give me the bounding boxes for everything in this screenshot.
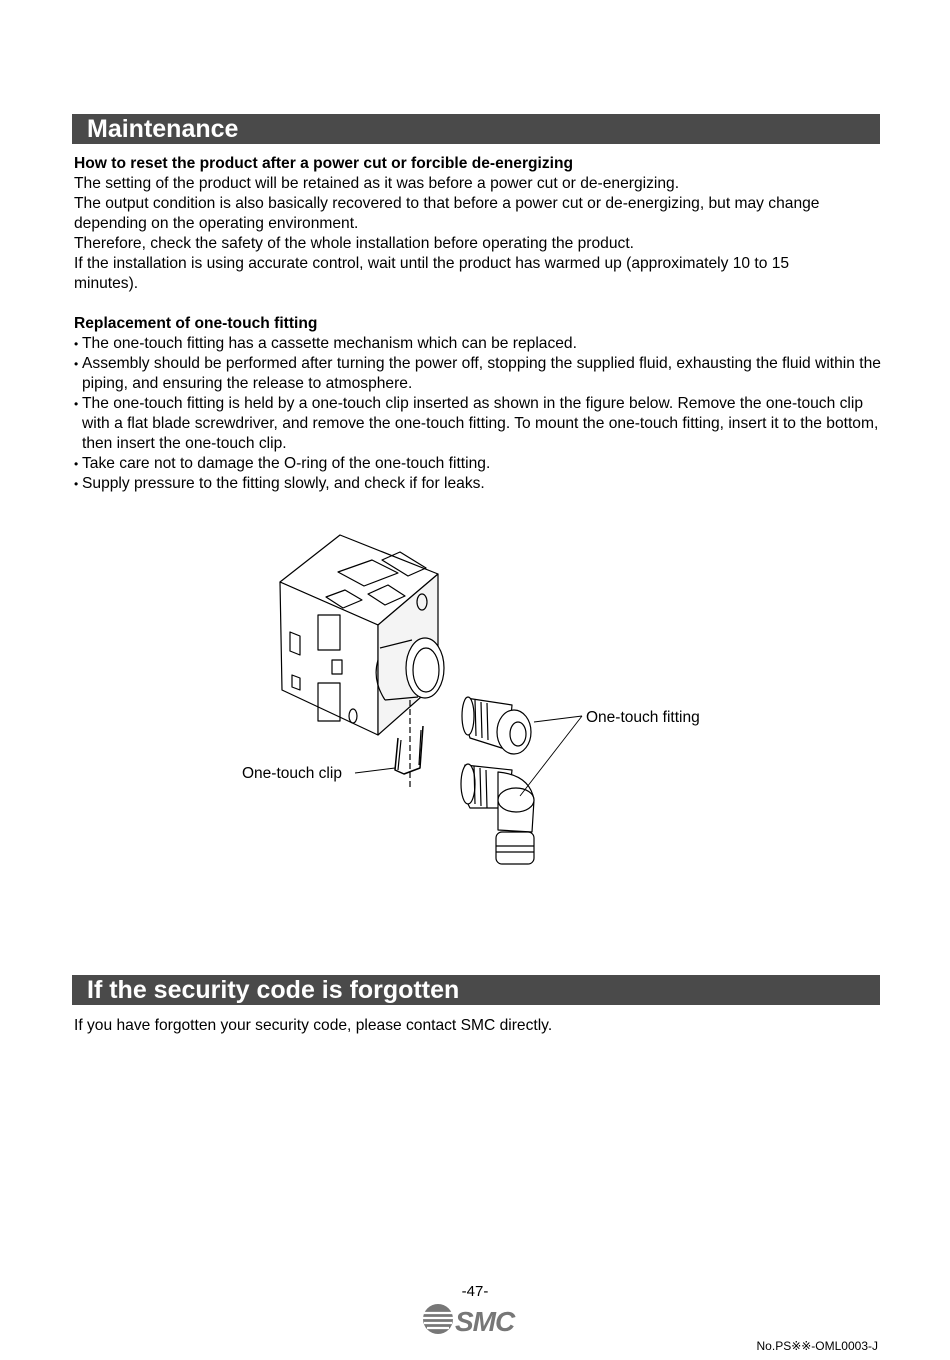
- reset-line: The output condition is also basically recovered to that before a power cut or de-energizing, but may change: [74, 195, 820, 212]
- reset-line: minutes).: [74, 275, 139, 292]
- replacement-section: [74, 314, 884, 494]
- page-number: -47-: [461, 1283, 489, 1300]
- reset-title: How to reset the product after a power cut or forcible de-energizing: [74, 155, 574, 172]
- fitting-assembly-figure: [230, 525, 730, 885]
- bullet-item: • Supply pressure to the fitting slowly, and check if for leaks.: [74, 475, 485, 492]
- bullet-item: • The one-touch fitting is held by a one-touch clip inserted as shown in the figure below. Remove the one-touch clip with a flat blade screwdriver, and remove the one-touch fitting. To mount the one-touch fitting, insert it to the bottom, then insert the one-touch clip.: [74, 395, 879, 452]
- bullet-dot: •: [74, 357, 79, 371]
- reset-line: The setting of the product will be retained as it was before a power cut or de-energizing.: [74, 175, 680, 192]
- security-text: If you have forgotten your security code, please contact SMC directly.: [74, 1017, 553, 1034]
- bullet-dot: •: [74, 457, 79, 471]
- document-number: No.PS※※-OML0003-J: [756, 1339, 878, 1353]
- bullet-dot: •: [74, 397, 79, 411]
- smc-logo: [421, 1302, 531, 1336]
- fitting-label: One-touch fitting: [586, 709, 700, 726]
- reset-section: [74, 154, 884, 294]
- reset-line: Therefore, check the safety of the whole installation before operating the product.: [74, 235, 634, 252]
- reset-line: depending on the operating environment.: [74, 215, 359, 232]
- replacement-title: Replacement of one-touch fitting: [74, 315, 318, 332]
- bullet-item: • The one-touch fitting has a cassette mechanism which can be replaced.: [74, 335, 577, 352]
- clip-label: One-touch clip: [242, 765, 342, 782]
- logo-text: SMC: [455, 1306, 515, 1336]
- security-heading: If the security code is forgotten: [72, 975, 880, 1005]
- bullet-dot: •: [74, 337, 79, 351]
- bullet-item: • Assembly should be performed after turning the power off, stopping the supplied fluid, exhausting the fluid within the piping, and ensuring the release to atmosphere.: [74, 355, 881, 392]
- bullet-dot: •: [74, 477, 79, 491]
- bullet-item: • Take care not to damage the O-ring of the one-touch fitting.: [74, 455, 491, 472]
- reset-line: If the installation is using accurate control, wait until the product has warmed up (approximately 10 to 15: [74, 255, 790, 272]
- maintenance-heading: Maintenance: [72, 114, 880, 144]
